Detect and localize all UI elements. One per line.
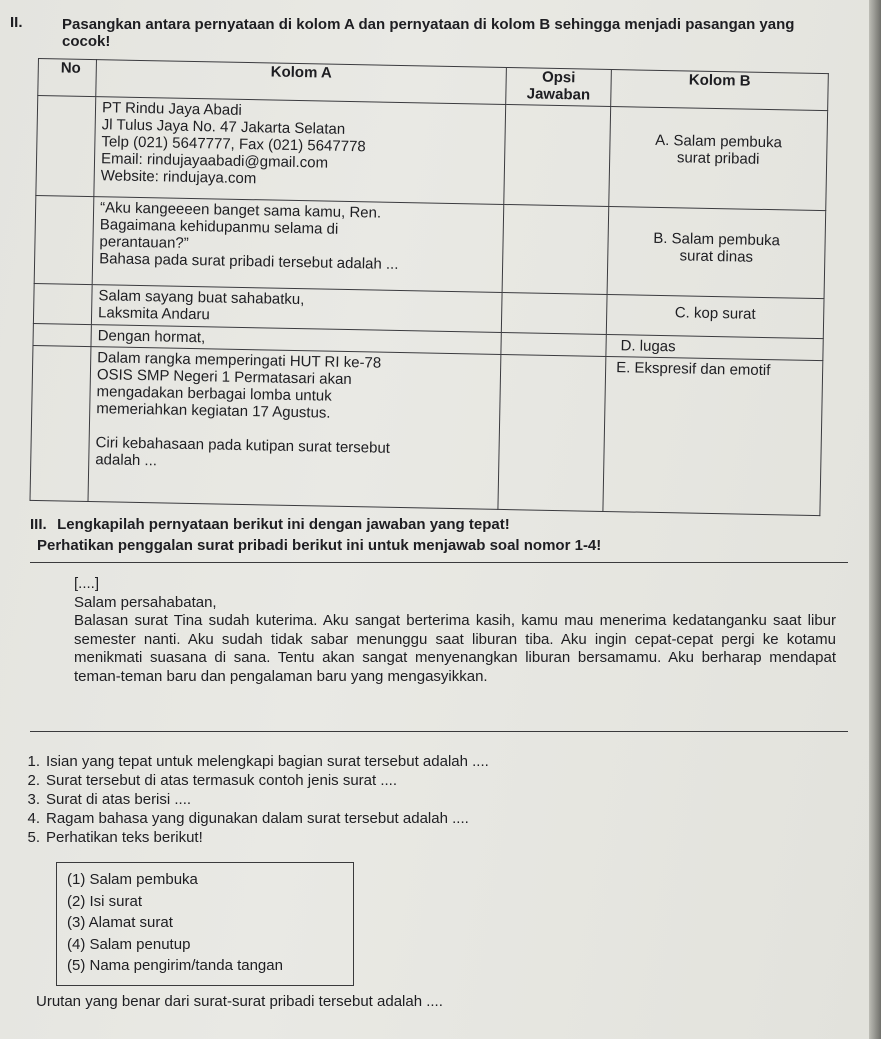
kolom-b-cell — [606, 294, 824, 338]
kolom-a-cell — [88, 347, 501, 510]
list-item: (2) Isi surat — [67, 892, 143, 910]
list-item: (4) Salam penutup — [67, 935, 191, 953]
row-no-cell — [30, 345, 91, 501]
answer-cell[interactable] — [504, 104, 611, 206]
kolom-a-cell — [92, 197, 504, 293]
excerpt-body: Balasan surat Tina sudah kuterima. Aku sangat berterima kasih, kamu mau menerima kedatanganku saat libur semester nanti. Aku sudah tidak sabar menunggu saat liburan tiba. Aku ingin cepat-cepat pergi ke kotamu menikmati suasana di sana. Tentu akan sangat menyenangkan liburan bersamamu. Aku berharap mendapat teman-teman baru dan pengalaman baru yang mengasyikkan. — [74, 612, 836, 685]
final-question: Urutan yang benar dari surat-surat pribadi tersebut adalah .... — [36, 993, 443, 1010]
question-text: Surat di atas berisi .... — [46, 791, 192, 808]
row-no-cell — [34, 195, 94, 284]
header-no: No — [38, 59, 97, 97]
kolom-b-text: E. Ekspresif dan emotif — [615, 359, 771, 380]
list-item: (5) Nama pengirim/tanda tangan — [67, 957, 283, 974]
answer-cell[interactable] — [502, 204, 609, 294]
table-row — [30, 345, 823, 515]
kolom-a-text: Dalam rangka memperingati HUT RI ke-78 OSIS SMP Negeri 1 Permatasari akan mengadakan berbagai lomba untuk memeriahkan kegiatan 17 Agustus. Ciri kebahasaan pada kutipan surat tersebut adalah ... — [95, 349, 391, 470]
question-number: 2. — [27, 772, 40, 789]
question-text: Ragam bahasa yang digunakan dalam surat tersebut adalah .... — [46, 810, 469, 827]
question-list — [18, 752, 489, 847]
table-row — [34, 195, 826, 298]
question-number: 5. — [27, 829, 40, 846]
excerpt-placeholder: [....] — [74, 575, 100, 592]
list-item: (3) Alamat surat — [67, 914, 173, 931]
section-2-number: II. — [10, 14, 23, 31]
page-edge-shadow — [869, 0, 881, 1039]
excerpt-greeting: Salam persahabatan, — [74, 593, 217, 611]
header-kolom-a: Kolom A — [96, 60, 507, 105]
question-text: Perhatikan teks berikut! — [46, 829, 203, 846]
row-no-cell — [36, 96, 96, 197]
kolom-b-cell — [603, 356, 823, 515]
section-3-heading — [30, 516, 510, 534]
row-no-cell — [33, 283, 92, 324]
question-number: 1. — [27, 753, 40, 770]
list-item — [18, 828, 489, 847]
kolom-b-text: A. Salam pembuka surat pribadi — [654, 131, 783, 168]
question-text: Isian yang tepat untuk melengkapi bagian surat tersebut adalah .... — [46, 753, 489, 770]
matching-table — [29, 58, 828, 516]
row-no-cell — [33, 323, 91, 346]
answer-cell[interactable] — [498, 354, 606, 511]
kolom-a-text: Salam sayang buat sahabatku, Laksmita Andaru — [97, 287, 305, 324]
kolom-a-text: PT Rindu Jaya Abadi Jl Tulus Jaya No. 47 Jakarta Selatan Telp (021) 5647777, Fax (021) 5647778 Email: rindujayaabadi@gmail.com Website: rindujaya.com — [100, 99, 366, 188]
list-item: (1) Salam pembuka — [67, 871, 198, 888]
header-kolom-b: Kolom B — [611, 70, 829, 111]
answer-cell[interactable] — [501, 332, 606, 356]
kolom-a-text: “Aku kangeeeen banget sama kamu, Ren. Bagaimana kehidupanmu selama di perantauan?” Bahasa pada surat pribadi tersebut adalah ... — [98, 199, 399, 273]
letter-excerpt-box — [30, 562, 848, 732]
list-item — [18, 790, 489, 809]
kolom-b-text: D. lugas — [620, 337, 676, 356]
kolom-a-cell — [94, 97, 506, 205]
header-opsi-jawaban: Opsi Jawaban — [506, 67, 612, 106]
letter-parts-box — [56, 862, 354, 986]
kolom-b-cell — [607, 206, 826, 298]
section-3-instruction: Lengkapilah pernyataan berikut ini dengan jawaban yang tepat! — [57, 516, 510, 533]
kolom-a-text: Dengan hormat, — [97, 327, 206, 347]
list-item — [18, 771, 489, 790]
section-3-subinstruction: Perhatikan penggalan surat pribadi berikut ini untuk menjawab soal nomor 1-4! — [37, 537, 602, 554]
kolom-b-text: C. kop surat — [674, 304, 756, 323]
kolom-b-cell — [609, 107, 828, 211]
kolom-b-text: B. Salam pembuka surat dinas — [653, 229, 781, 266]
answer-cell[interactable] — [501, 292, 607, 334]
question-number: 4. — [27, 810, 40, 827]
table-row — [36, 96, 828, 211]
question-number: 3. — [27, 791, 40, 808]
list-item — [18, 809, 489, 828]
section-3-number: III. — [30, 516, 47, 533]
section-2-instruction: Pasangkan antara pernyataan di kolom A dan pernyataan di kolom B sehingga menjadi pasangan yang cocok! — [62, 16, 795, 50]
question-text: Surat tersebut di atas termasuk contoh jenis surat .... — [46, 772, 398, 789]
list-item — [18, 752, 489, 771]
